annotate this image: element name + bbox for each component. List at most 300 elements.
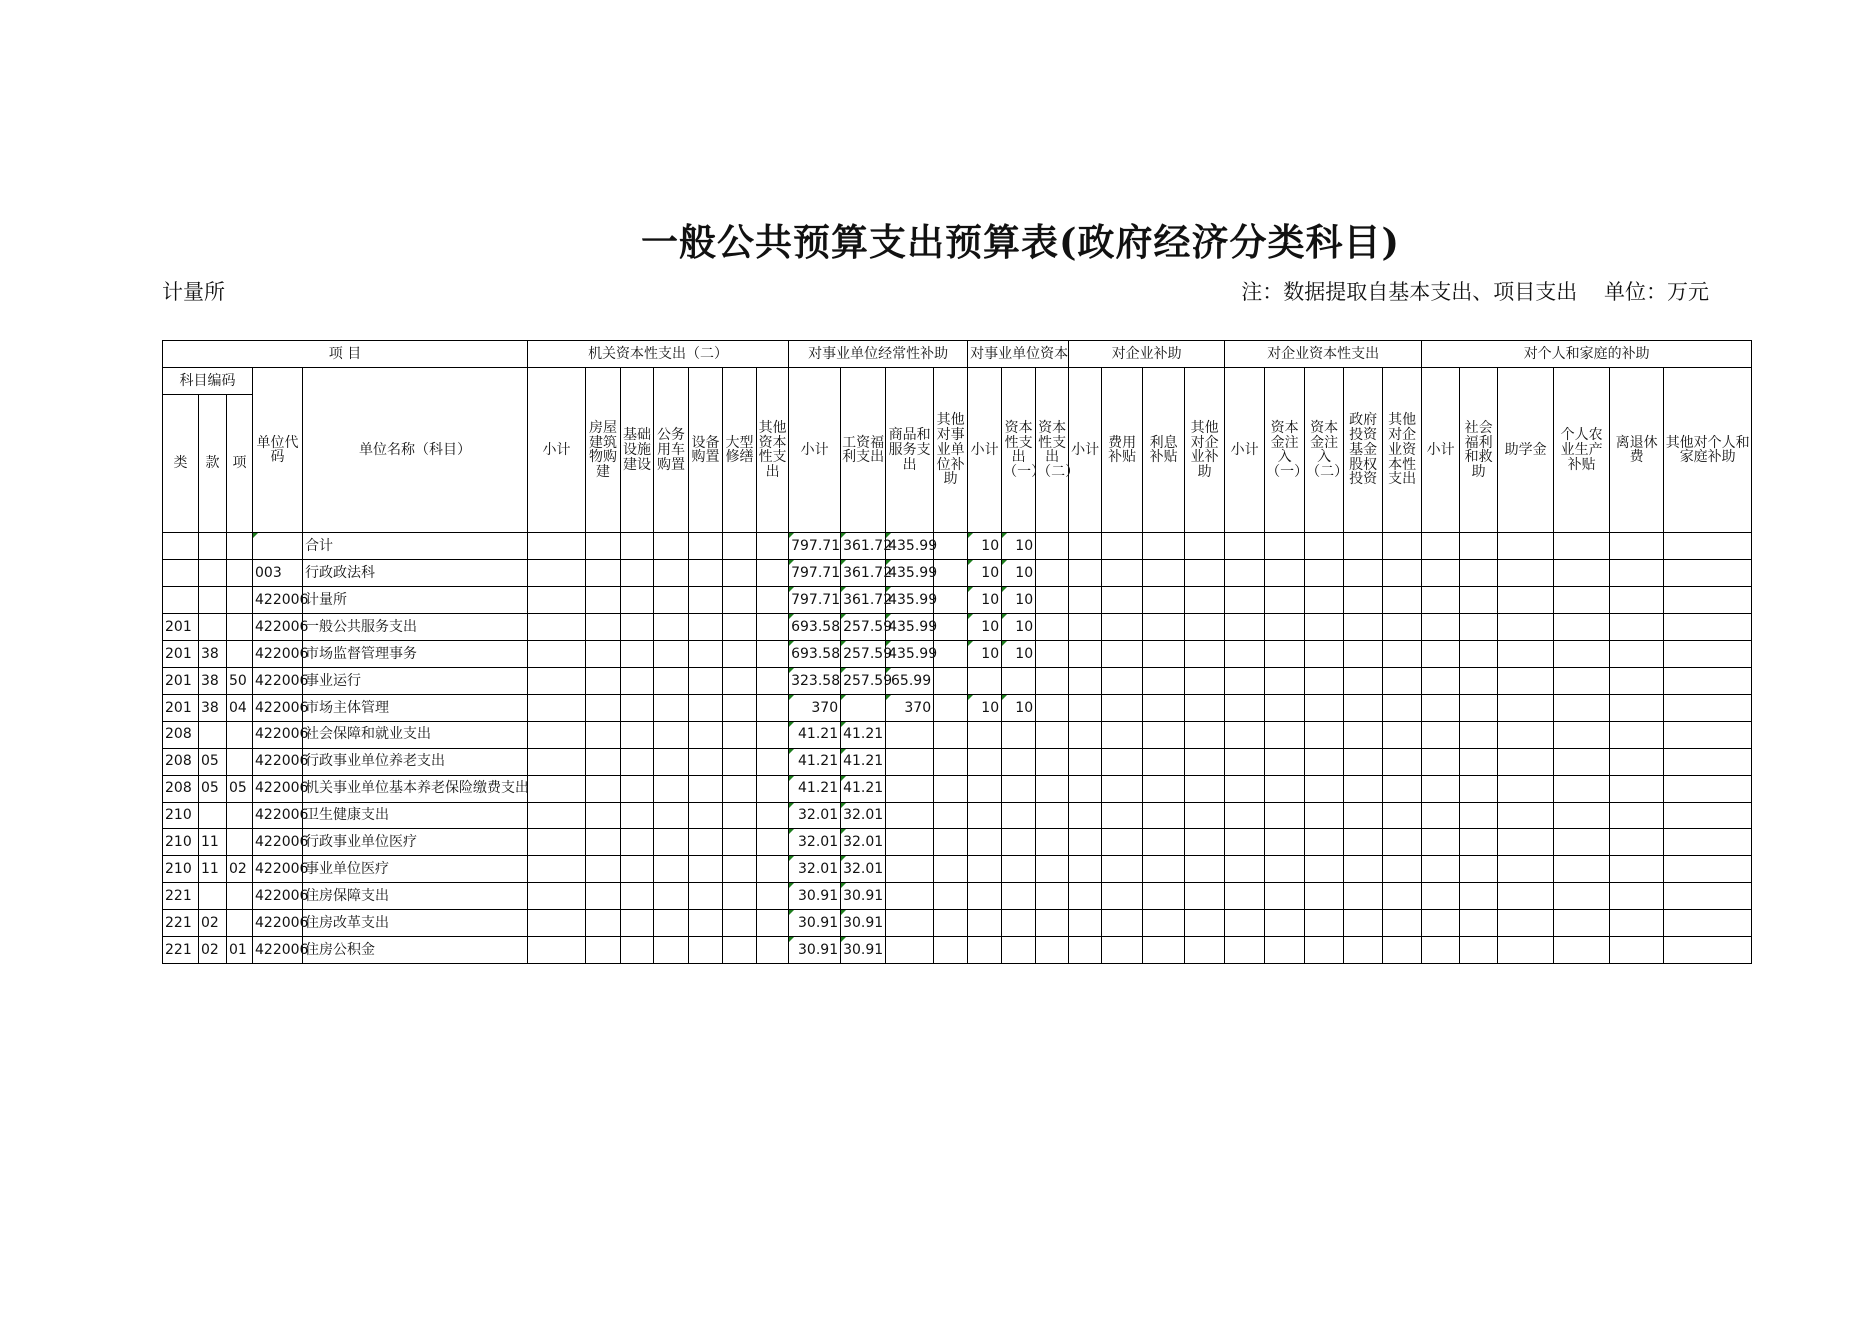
- cell-empty: [1498, 937, 1554, 964]
- cell-empty: [1344, 668, 1383, 695]
- cell-empty: [934, 587, 968, 614]
- cell-empty: [1102, 721, 1143, 748]
- cell-empty: [1305, 937, 1344, 964]
- header-kuan: 款: [199, 394, 227, 533]
- header-column: 政府投资基金股权投资: [1344, 367, 1383, 533]
- cell-empty: [757, 668, 789, 695]
- cell-empty: [586, 694, 621, 721]
- cell-empty: [757, 829, 789, 856]
- cell-empty: [586, 829, 621, 856]
- cell-capital-subtotal: [968, 748, 1002, 775]
- cell-empty: [1143, 533, 1185, 560]
- cell-empty: [1265, 910, 1305, 937]
- cell-empty: [1143, 694, 1185, 721]
- cell-empty: [1554, 748, 1610, 775]
- cell-empty: [621, 910, 654, 937]
- cell-xiang: [227, 748, 253, 775]
- cell-empty: [1664, 748, 1752, 775]
- cell-empty: [1610, 883, 1664, 910]
- cell-capital-subtotal: [968, 937, 1002, 964]
- cell-empty: [1460, 721, 1498, 748]
- cell-empty: [934, 910, 968, 937]
- cell-empty: [1610, 560, 1664, 587]
- cell-empty: [1460, 937, 1498, 964]
- cell-capital-1: [1002, 802, 1036, 829]
- cell-empty: [528, 829, 586, 856]
- cell-empty: [1225, 721, 1265, 748]
- cell-empty: [1069, 775, 1102, 802]
- cell-unit-code: 422006: [253, 937, 303, 964]
- cell-empty: [1143, 587, 1185, 614]
- cell-empty: [757, 614, 789, 641]
- header-column: 资本性支出（一）: [1002, 367, 1036, 533]
- cell-empty: [1498, 802, 1554, 829]
- cell-unit-name: 卫生健康支出: [303, 802, 528, 829]
- table-row: [163, 748, 1752, 775]
- cell-empty: [723, 856, 757, 883]
- cell-capital-subtotal: 10: [968, 587, 1002, 614]
- cell-goods-services: [886, 802, 934, 829]
- cell-empty: [1102, 937, 1143, 964]
- cell-empty: [757, 910, 789, 937]
- cell-unit-code: 422006: [253, 614, 303, 641]
- cell-kuan: [199, 587, 227, 614]
- cell-empty: [1383, 614, 1422, 641]
- cell-empty: [1265, 937, 1305, 964]
- table-row: [163, 641, 1752, 668]
- cell-xiang: [227, 614, 253, 641]
- cell-empty: [621, 641, 654, 668]
- cell-empty: [1422, 910, 1460, 937]
- cell-empty: [621, 533, 654, 560]
- table-row: [163, 721, 1752, 748]
- cell-empty: [586, 560, 621, 587]
- cell-empty: [689, 694, 723, 721]
- cell-empty: [1305, 587, 1344, 614]
- cell-empty: [1664, 856, 1752, 883]
- cell-empty: [757, 533, 789, 560]
- cell-empty: [1460, 587, 1498, 614]
- cell-empty: [723, 721, 757, 748]
- cell-goods-services: [886, 883, 934, 910]
- table-row: [163, 775, 1752, 802]
- cell-empty: [1344, 910, 1383, 937]
- cell-empty: [586, 614, 621, 641]
- cell-empty: [621, 883, 654, 910]
- cell-capital-1: [1002, 775, 1036, 802]
- cell-empty: [1383, 560, 1422, 587]
- cell-empty: [1185, 775, 1225, 802]
- cell-empty: [1185, 721, 1225, 748]
- cell-empty: [586, 533, 621, 560]
- cell-empty: [1265, 668, 1305, 695]
- cell-empty: [1036, 641, 1069, 668]
- cell-empty: [528, 587, 586, 614]
- cell-empty: [654, 775, 689, 802]
- cell-empty: [1460, 802, 1498, 829]
- header-column: 其他对事业单位补助: [934, 367, 968, 533]
- cell-empty: [528, 775, 586, 802]
- cell-empty: [1185, 748, 1225, 775]
- cell-empty: [1344, 721, 1383, 748]
- cell-empty: [1225, 614, 1265, 641]
- cell-kuan: 11: [199, 856, 227, 883]
- cell-empty: [654, 883, 689, 910]
- cell-empty: [934, 856, 968, 883]
- cell-empty: [1225, 668, 1265, 695]
- cell-capital-subtotal: 10: [968, 614, 1002, 641]
- cell-empty: [1498, 748, 1554, 775]
- cell-empty: [1344, 587, 1383, 614]
- cell-empty: [528, 748, 586, 775]
- cell-empty: [1383, 587, 1422, 614]
- cell-unit-code: 422006: [253, 910, 303, 937]
- cell-empty: [654, 668, 689, 695]
- cell-empty: [1143, 748, 1185, 775]
- cell-kuan: 11: [199, 829, 227, 856]
- header-group: 对事业单位资本: [968, 341, 1069, 368]
- cell-lei: 221: [163, 910, 199, 937]
- cell-empty: [1185, 694, 1225, 721]
- header-column: 大型修缮: [723, 367, 757, 533]
- cell-empty: [1225, 802, 1265, 829]
- cell-empty: [621, 856, 654, 883]
- cell-empty: [1036, 533, 1069, 560]
- cell-goods-services: [886, 748, 934, 775]
- cell-lei: 210: [163, 802, 199, 829]
- cell-empty: [723, 694, 757, 721]
- cell-goods-services: [886, 721, 934, 748]
- cell-empty: [586, 668, 621, 695]
- cell-empty: [1664, 910, 1752, 937]
- cell-empty: [757, 721, 789, 748]
- cell-capital-1: [1002, 829, 1036, 856]
- cell-empty: [1143, 910, 1185, 937]
- cell-unit-name: 机关事业单位基本养老保险缴费支出: [303, 775, 528, 802]
- header-column: 小计: [789, 367, 841, 533]
- cell-empty: [1069, 694, 1102, 721]
- cell-empty: [1664, 560, 1752, 587]
- cell-empty: [1383, 856, 1422, 883]
- cell-empty: [934, 721, 968, 748]
- cell-empty: [1185, 883, 1225, 910]
- cell-empty: [723, 937, 757, 964]
- cell-unit-code: 422006: [253, 721, 303, 748]
- cell-capital-subtotal: [968, 883, 1002, 910]
- cell-lei: 210: [163, 829, 199, 856]
- cell-xiang: 04: [227, 694, 253, 721]
- cell-subtotal: 32.01: [789, 802, 841, 829]
- cell-empty: [1102, 614, 1143, 641]
- cell-empty: [1036, 614, 1069, 641]
- cell-empty: [1460, 668, 1498, 695]
- cell-unit-name: 市场监督管理事务: [303, 641, 528, 668]
- cell-unit-name: 计量所: [303, 587, 528, 614]
- cell-empty: [1265, 775, 1305, 802]
- cell-empty: [586, 937, 621, 964]
- cell-empty: [1185, 668, 1225, 695]
- cell-empty: [1422, 802, 1460, 829]
- cell-capital-1: 10: [1002, 694, 1036, 721]
- page-title: 一般公共预算支出预算表(政府经济分类科目): [640, 220, 1400, 264]
- cell-empty: [1069, 937, 1102, 964]
- cell-empty: [1460, 910, 1498, 937]
- cell-xiang: [227, 883, 253, 910]
- cell-empty: [1102, 802, 1143, 829]
- cell-empty: [1305, 775, 1344, 802]
- cell-wage-welfare: 41.21: [841, 748, 886, 775]
- cell-empty: [1036, 748, 1069, 775]
- cell-empty: [654, 721, 689, 748]
- cell-empty: [1498, 694, 1554, 721]
- cell-empty: [723, 883, 757, 910]
- cell-empty: [1036, 910, 1069, 937]
- cell-empty: [689, 587, 723, 614]
- cell-empty: [1036, 694, 1069, 721]
- cell-empty: [1554, 802, 1610, 829]
- cell-empty: [1036, 937, 1069, 964]
- cell-empty: [1498, 883, 1554, 910]
- header-column: 工资福利支出: [841, 367, 886, 533]
- cell-empty: [723, 641, 757, 668]
- cell-capital-subtotal: 10: [968, 533, 1002, 560]
- cell-empty: [1422, 614, 1460, 641]
- cell-empty: [654, 910, 689, 937]
- cell-empty: [689, 775, 723, 802]
- header-column: 设备购置: [689, 367, 723, 533]
- cell-empty: [1225, 641, 1265, 668]
- cell-empty: [1143, 641, 1185, 668]
- cell-empty: [757, 775, 789, 802]
- cell-empty: [1554, 829, 1610, 856]
- cell-empty: [621, 937, 654, 964]
- cell-empty: [1422, 856, 1460, 883]
- cell-unit-code: 422006: [253, 802, 303, 829]
- cell-capital-subtotal: [968, 856, 1002, 883]
- cell-empty: [1305, 748, 1344, 775]
- cell-empty: [723, 560, 757, 587]
- cell-lei: [163, 560, 199, 587]
- cell-empty: [934, 668, 968, 695]
- cell-xiang: 50: [227, 668, 253, 695]
- cell-unit-name: 住房改革支出: [303, 910, 528, 937]
- cell-empty: [1102, 748, 1143, 775]
- cell-unit-name: 合计: [303, 533, 528, 560]
- cell-unit-name: 行政政法科: [303, 560, 528, 587]
- cell-capital-1: 10: [1002, 614, 1036, 641]
- cell-capital-subtotal: 10: [968, 694, 1002, 721]
- cell-empty: [1383, 910, 1422, 937]
- cell-capital-subtotal: [968, 829, 1002, 856]
- cell-empty: [757, 856, 789, 883]
- cell-empty: [1422, 829, 1460, 856]
- cell-capital-1: [1002, 721, 1036, 748]
- header-column: 资本性支出（二）: [1036, 367, 1069, 533]
- cell-unit-name: 社会保障和就业支出: [303, 721, 528, 748]
- cell-empty: [1422, 937, 1460, 964]
- cell-unit-name: 事业运行: [303, 668, 528, 695]
- cell-empty: [1460, 614, 1498, 641]
- cell-empty: [1265, 533, 1305, 560]
- cell-empty: [1498, 910, 1554, 937]
- cell-empty: [1102, 856, 1143, 883]
- cell-empty: [1460, 641, 1498, 668]
- cell-empty: [1265, 641, 1305, 668]
- cell-unit-code: 422006: [253, 856, 303, 883]
- cell-empty: [1610, 721, 1664, 748]
- table-row: [163, 533, 1752, 560]
- cell-empty: [528, 937, 586, 964]
- cell-wage-welfare: 257.59: [841, 641, 886, 668]
- header-column: 利息补贴: [1143, 367, 1185, 533]
- cell-empty: [1305, 668, 1344, 695]
- cell-empty: [1305, 560, 1344, 587]
- cell-empty: [1344, 748, 1383, 775]
- cell-subtotal: 370: [789, 694, 841, 721]
- cell-empty: [654, 694, 689, 721]
- cell-empty: [528, 668, 586, 695]
- cell-capital-1: 10: [1002, 587, 1036, 614]
- cell-empty: [586, 883, 621, 910]
- cell-empty: [586, 748, 621, 775]
- cell-empty: [934, 802, 968, 829]
- cell-empty: [1225, 775, 1265, 802]
- header-column: 其他对个人和家庭补助: [1664, 367, 1752, 533]
- cell-empty: [934, 694, 968, 721]
- cell-capital-1: [1002, 937, 1036, 964]
- cell-unit-name: 行政事业单位医疗: [303, 829, 528, 856]
- cell-subtotal: 30.91: [789, 937, 841, 964]
- cell-empty: [1498, 829, 1554, 856]
- cell-empty: [621, 721, 654, 748]
- cell-unit-code: 422006: [253, 587, 303, 614]
- cell-lei: 221: [163, 883, 199, 910]
- cell-kuan: [199, 533, 227, 560]
- cell-unit-code: 422006: [253, 829, 303, 856]
- cell-empty: [1185, 560, 1225, 587]
- cell-empty: [654, 802, 689, 829]
- header-column: 社会福利和救助: [1460, 367, 1498, 533]
- cell-empty: [1344, 641, 1383, 668]
- cell-empty: [689, 829, 723, 856]
- cell-empty: [1383, 533, 1422, 560]
- cell-empty: [1102, 587, 1143, 614]
- cell-empty: [1036, 856, 1069, 883]
- cell-empty: [1036, 721, 1069, 748]
- header-column: 小计: [968, 367, 1002, 533]
- cell-empty: [1185, 910, 1225, 937]
- cell-empty: [1422, 560, 1460, 587]
- cell-empty: [621, 694, 654, 721]
- cell-empty: [689, 937, 723, 964]
- cell-empty: [757, 883, 789, 910]
- cell-empty: [586, 775, 621, 802]
- cell-subtotal: 693.58: [789, 614, 841, 641]
- cell-empty: [1305, 856, 1344, 883]
- cell-empty: [1225, 560, 1265, 587]
- cell-unit-name: 一般公共服务支出: [303, 614, 528, 641]
- cell-empty: [1102, 694, 1143, 721]
- cell-xiang: [227, 910, 253, 937]
- cell-empty: [689, 883, 723, 910]
- header-column: 小计: [1069, 367, 1102, 533]
- cell-empty: [1225, 910, 1265, 937]
- cell-capital-1: [1002, 856, 1036, 883]
- cell-empty: [1143, 937, 1185, 964]
- cell-empty: [934, 937, 968, 964]
- cell-empty: [1664, 829, 1752, 856]
- header-group: 对企业补助: [1069, 341, 1225, 368]
- cell-empty: [1610, 802, 1664, 829]
- cell-empty: [1422, 775, 1460, 802]
- header-column: 商品和服务支出: [886, 367, 934, 533]
- cell-empty: [1069, 533, 1102, 560]
- cell-empty: [1225, 748, 1265, 775]
- cell-wage-welfare: 257.59: [841, 614, 886, 641]
- header-group: 对企业资本性支出: [1225, 341, 1422, 368]
- cell-empty: [1143, 560, 1185, 587]
- cell-empty: [1383, 641, 1422, 668]
- cell-empty: [1610, 641, 1664, 668]
- cell-empty: [723, 829, 757, 856]
- cell-empty: [1610, 533, 1664, 560]
- cell-empty: [757, 560, 789, 587]
- cell-empty: [1610, 748, 1664, 775]
- cell-xiang: [227, 533, 253, 560]
- cell-empty: [1383, 775, 1422, 802]
- cell-empty: [586, 721, 621, 748]
- cell-empty: [1498, 641, 1554, 668]
- cell-goods-services: 435.99: [886, 560, 934, 587]
- table-row: [163, 614, 1752, 641]
- cell-wage-welfare: [841, 694, 886, 721]
- cell-empty: [757, 587, 789, 614]
- header-group: 对事业单位经常性补助: [789, 341, 968, 368]
- cell-kuan: 05: [199, 775, 227, 802]
- cell-empty: [689, 533, 723, 560]
- cell-empty: [1383, 694, 1422, 721]
- cell-empty: [1422, 883, 1460, 910]
- cell-empty: [934, 614, 968, 641]
- cell-empty: [934, 883, 968, 910]
- cell-empty: [1185, 587, 1225, 614]
- cell-empty: [1185, 802, 1225, 829]
- cell-wage-welfare: 32.01: [841, 802, 886, 829]
- cell-empty: [1069, 910, 1102, 937]
- cell-capital-subtotal: [968, 721, 1002, 748]
- cell-empty: [1610, 937, 1664, 964]
- cell-empty: [1225, 829, 1265, 856]
- cell-empty: [1069, 587, 1102, 614]
- source-note: 注：数据提取自基本支出、项目支出 单位：万元: [1241, 280, 1709, 304]
- cell-empty: [1265, 694, 1305, 721]
- cell-capital-1: 10: [1002, 533, 1036, 560]
- cell-empty: [1664, 802, 1752, 829]
- cell-empty: [1305, 614, 1344, 641]
- cell-empty: [1102, 641, 1143, 668]
- cell-empty: [1554, 641, 1610, 668]
- cell-empty: [1069, 829, 1102, 856]
- cell-empty: [621, 802, 654, 829]
- cell-empty: [621, 748, 654, 775]
- cell-empty: [1344, 694, 1383, 721]
- cell-unit-code: 422006: [253, 668, 303, 695]
- cell-empty: [654, 587, 689, 614]
- cell-empty: [1225, 937, 1265, 964]
- cell-empty: [1498, 533, 1554, 560]
- cell-empty: [1305, 533, 1344, 560]
- cell-empty: [1265, 587, 1305, 614]
